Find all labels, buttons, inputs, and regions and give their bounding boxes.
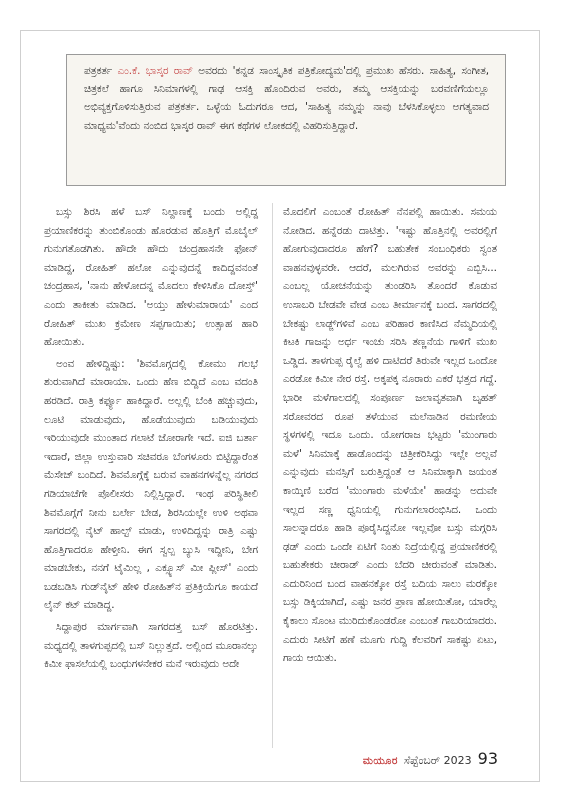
paragraph: ಸಿದ್ದಾಪುರ ಮಾರ್ಗವಾಗಿ ಸಾಗರದತ್ತ ಬಸ್ ಹೊರಟಿತ್ತು. ಮಧ್ಯದಲ್ಲಿ ತಾಳಗುಪ್ಪದಲ್ಲಿ ಬಸ್ ನಿಲ್ಲುತ್ತದೆ. ಅಲ್ಲಿಂದ ಮೂರಾನಲ್ಕು ಕಿಮೀ ಫಾಸಲೆಯಲ್ಲಿ ಬಂಧುಗಳನೇಕರ ಮನೆ ಇರುವುದು ಅದೇ [44,621,258,671]
story-column-right [283,203,497,668]
story-column-left [44,203,258,674]
intro-lead: ಪತ್ರಕರ್ತ [84,65,113,77]
page-number: 93 [477,749,498,768]
magazine-logo: ಮಯೂರ [362,755,398,767]
issue-date: ಸೆಪ್ಟೆಂಬರ್ 2023 [403,754,472,767]
page-footer [363,749,498,771]
paragraph: ಮೊದಲಿಗೆ ಎಂಬಂತೆ ರೋಹಿತ್ ನೆನಪಲ್ಲಿ ಹಾಯಿತು. ಸಮಯ ನೋಡಿದ. ಹನ್ನೆರಡು ದಾಟಿತ್ತು. 'ಇಷ್ಟು ಹೊತ್ತಿನಲ್ಲಿ ಅವರಲ್ಲಿಗೆ ಹೋಗುವುದಾದರೂ ಹೇಗೆ? ಬಹುತೇಕ ಸಂಬಂಧಿಕರು ಸ್ವಂತ ವಾಹನವುಳ್ಳವರೇ. ಆದರೆ, ಮಲಗಿರುವ ಅವರನ್ನು ಎಬ್ಬಿಸಿ... ಎಂಬಲ್ಲ ಯೋಚನೆಯನ್ನು ತುಂಡರಿಸಿ ತೊಂದರೆ ಕೊಡುವ ಉಸಾಬರಿ ಬೇಡವೇ ವೇಡ ಎಂಬ ತೀರ್ಮಾನಕ್ಕೆ ಬಂದ. ಸಾಗರದಲ್ಲಿ ಬೇಕಷ್ಟು ಲಾಡ್ಜ್‌ಗಳಿವೆ ಎಂಬ ಪರಿಹಾರ ಕಾಣಿಸಿದ ನೆಮ್ಮದಿಯಲ್ಲಿ ಕಿಟಕಿ ಗಾಜನ್ನು ಅರ್ಧ ಇಂಚು ಸರಿಸಿ ತಣ್ಣನೆಯ ಗಾಳಿಗೆ ಮುಖ ಒಡ್ಡಿದ. ತಾಳಗುಪ್ಪ ರೈಲ್ವೆ ಹಳಿ ದಾಟಿದರೆ ತಿರುವೇ ಇಲ್ಲದ ಒಂದೋ ಎರಡೋ ಕಿಮೀ ನೇರ ರಸ್ತೆ. ಅಕ್ಕಪಕ್ಕ ನೂರಾರು ಎಕರೆ ಭತ್ತದ ಗದ್ದೆ. ಭಾರೀ ಮಳೆಗಾಲದಲ್ಲಿ ಸಂಪೂರ್ಣ ಜಲಾವೃತವಾಗಿ ಬೃಹತ್ ಸರೋವರದ ರೂಪ ತಳೆಯುವ ಮಲೆನಾಡಿನ ರಮಣೀಯ ಸ್ಥಳಗಳಲ್ಲಿ ಇದೂ ಒಂದು. ಯೋಗರಾಜ ಭಟ್ಟರು 'ಮುಂಗಾರು ಮಳೆ' ಸಿನಿಮಾಕ್ಕೆ ಹಾಡೊಂದನ್ನು ಚಿತ್ರೀಕರಿಸಿದ್ದು ಇಲ್ಲೇ ಅಲ್ಲವೆ ಎನ್ನುವುದು ಮನಸ್ಸಿಗೆ ಬರುತ್ತಿದ್ದಂತೆ ಆ ಸಿನಿಮಾಕ್ಕಾಗಿ ಜಯಂತ ಕಾಯ್ಕಿಣಿ ಬರೆದ 'ಮುಂಗಾರು ಮಳೆಯೇ' ಹಾಡನ್ನು ಅದುವೇ ಇಲ್ಲದ ಸಣ್ಣ ಧ್ವನಿಯಲ್ಲಿ ಗುನುಗಲಾರಂಭಿಸಿದ. ಒಂದು ಸಾಲನ್ನಾದರೂ ಹಾಡಿ ಪೂರೈಸಿದ್ದನೋ ಇಲ್ಲವೋ ಬಸ್ಸು ಮಗ್ಗರಿಸಿ ಢಡ್ ಎಂದು ಒಂದೇ ಏಟಿಗೆ ನಿಂತು ನಿದ್ರೆಯಲ್ಲಿದ್ದ ಪ್ರಯಾಣಿಕರಲ್ಲಿ ಬಹುತೇಕರು ಚೀರಾಡ್ ಎಂದು ಬೆದರಿ ಚೀರುವಂತೆ ಮಾಡಿತು. ಎದುರಿನಿಂದ ಬಂದ ವಾಹನಕ್ಕೋ ರಸ್ತೆ ಬದಿಯ ಸಾಲು ಮರಕ್ಕೋ ಬಸ್ಸು ಡಿಕ್ಕಿಯಾಗಿದೆ, ಎಷ್ಟು ಜನರ ಪ್ರಾಣ ಹೋಯಿತೋ, ಯಾರೆಲ್ಲ ಕೈಕಾಲು ಸೊಂಟ ಮುರಿದುಕೊಂಡರೋ ಎಂಬಂತೆ ಗಾಬರಿಯಾದರು. ಎದುರು ಸೀಟಿಗೆ ಹಣೆ ಮೂಗು ಗುದ್ದಿ ಕೆಲವರಿಗೆ ಸಾಕಷ್ಟು ಏಟು, ಗಾಯ ಆಯಿತು. [283,206,497,665]
author-intro [84,62,489,135]
paragraph: ಅಂವ ಹೇಳಿದ್ದಿಷ್ಟು: 'ಶಿವಮೊಗ್ಗದಲ್ಲಿ ಕೋಮು ಗಲಭೆ ಶುರುವಾಗಿದೆ ಮಾರಾಯಾ. ಒಂದು ಹೆಣ ಬಿದ್ದಿದೆ ಎಂಬ ವದಂತಿ ಹರಡಿದೆ. ರಾತ್ರಿ ಕರ್ಫ್ಯೂ ಹಾಕಿದ್ದಾರೆ. ಅಲ್ಲಲ್ಲಿ ಬೆಂಕಿ ಹಚ್ಚುವುದು, ಲೂಟಿ ಮಾಡುವುದು, ಹೊಡೆಯುವುದು ಬಡಿಯುವುದು ಇರಿಯುವುದೇ ಮುಂತಾದ ಗಲಾಟೆ ಜೋರಾಗೇ ಇದೆ. ಐಜಿ ಬರ್ತಾ ಇದಾರೆ, ಜಿಲ್ಲಾ ಉಸ್ತುವಾರಿ ಸಚಿವರೂ ಬೆಂಗಳೂರು ಬಿಟ್ಟಿದ್ದಾರೆಂತ ಮೆಸೇಜ್ ಬಂದಿದೆ. ಶಿವಮೊಗ್ಗೆಕ್ಕೆ ಬರುವ ವಾಹನಗಳನ್ನೆಲ್ಲ ನಗರದ ಗಡಿಯಾಚೆಗೇ ಪೊಲೀಸರು ನಿಲ್ಲಿಸ್ತಿದ್ದಾರೆ. ಇಂಥ ಪರಿಸ್ಥಿತೀಲಿ ಶಿವಮೊಗ್ಗೆಗೆ ನೀನು ಬರ್ಲೇ ಬೇಡ, ಶಿರಸಿಯಲ್ಲೇ ಉಳಿ ಅಥವಾ ಸಾಗರದಲ್ಲಿ ನೈಟ್ ಹಾಲ್ಟ್ ಮಾಡು, ಉಳಿದಿದ್ದನ್ನು ರಾತ್ರಿ ಎಷ್ಟು ಹೊತ್ತಿಗಾದರೂ ಹೇಳ್ತೀನಿ. ಈಗ ಸ್ವಲ್ಪ ಬ್ಯುಸಿ ಇದ್ದೀನಿ, ಬೇಗ ಮಾಡಬೇಕು, ನನಗೆ ಟೈಮಿಲ್ಲ , ಎಕ್ಸ್ಯೂಸ್ ಮೀ ಪ್ಲೀಸ್' ಎಂದು ಬಡಬಡಿಸಿ ಗುಡ್‌ನೈಟ್ ಹೇಳಿ ರೋಹಿತ್‌ನ ಪ್ರತಿಕ್ರಿಯೆಗೂ ಕಾಯದೆ ಲೈನ್ ಕಟ್ ಮಾಡಿದ್ದ. [44,357,258,612]
intro-body: ಅವರದು 'ಕನ್ನಡ ಸಾಂಸ್ಕೃತಿಕ ಪತ್ರಿಕೋದ್ಯಮ'ದಲ್ಲಿ ಪ್ರಮುಖ ಹೆಸರು. ಸಾಹಿತ್ಯ, ಸಂಗೀತ, ಚಿತ್ರಕಲೆ ಹಾಗೂ ಸಿನಿಮಾಗಳಲ್ಲಿ ಗಾಢ ಆಸಕ್ತಿ ಹೊಂದಿರುವ ಅವರು, ತಮ್ಮ ಆಸಕ್ತಿಯನ್ನು ಬರವಣಿಗೆಯಲ್ಲೂ ಅಭಿವ್ಯಕ್ತಗೊಳಿಸುತ್ತಿರುವ ಪತ್ರಕರ್ತ. ಒಳ್ಳೆಯ ಓದುಗರೂ ಆದ, 'ಸಾಹಿತ್ಯ ನಮ್ಮನ್ನು ನಾವು ಬೆಳಸಿಕೊಳ್ಳಲು ಅಗತ್ಯವಾದ ಮಾಧ್ಯಮ'ವೆಂದು ನಂಬಿದ ಭಾಸ್ಕರ ರಾವ್ ಈಗ ಕಥೆಗಳ ಲೋಕದಲ್ಲಿ ವಿಹರಿಸುತ್ತಿದ್ದಾರೆ. [84,65,490,132]
paragraph: ಬಸ್ಸು ಶಿರಸಿ ಹಳೆ ಬಸ್ ನಿಲ್ದಾಣಕ್ಕೆ ಬಂದು ಅಲ್ಲಿದ್ದ ಪ್ರಯಾಣಿಕರನ್ನು ತುಂಬಿಕೊಂಡು ಹೊರಡುವ ಹೊತ್ತಿಗೆ ಮೊಬೈಲ್ ಗುನುಗತೊಡಗಿತು. ಹೌದೇ ಹೌದು ಚಂದ್ರಹಾಸನೇ ಫೋನ್ ಮಾಡಿದ್ದ, ರೋಹಿತ್ ಹಲೋ ಎನ್ನುವುದನ್ನೆ ಕಾದಿದ್ದವನಂತೆ ಚಂದ್ರಹಾಸ, 'ನಾನು ಹೇಳೋದನ್ನ ಮೊದಲು ಕೇಳಿಸಿಕೊ ದೋಸ್ತ್' ಎಂದು ತಾಕೀತು ಮಾಡಿದ. 'ಅಯ್ತು ಹೇಳುಮಾರಾಯ' ಎಂದ ರೋಹಿತ್ ಮುಖ ಕ್ರಮೇಣ ಸಪ್ಪಗಾಯಿತು; ಉತ್ಸಾಹ ಹಾರಿ ಹೋಯಿತು. [44,206,258,349]
author-name: ಎಂ.ಕೆ. ಭಾಸ್ಕರ ರಾವ್ [117,65,193,77]
column-divider [272,203,273,748]
